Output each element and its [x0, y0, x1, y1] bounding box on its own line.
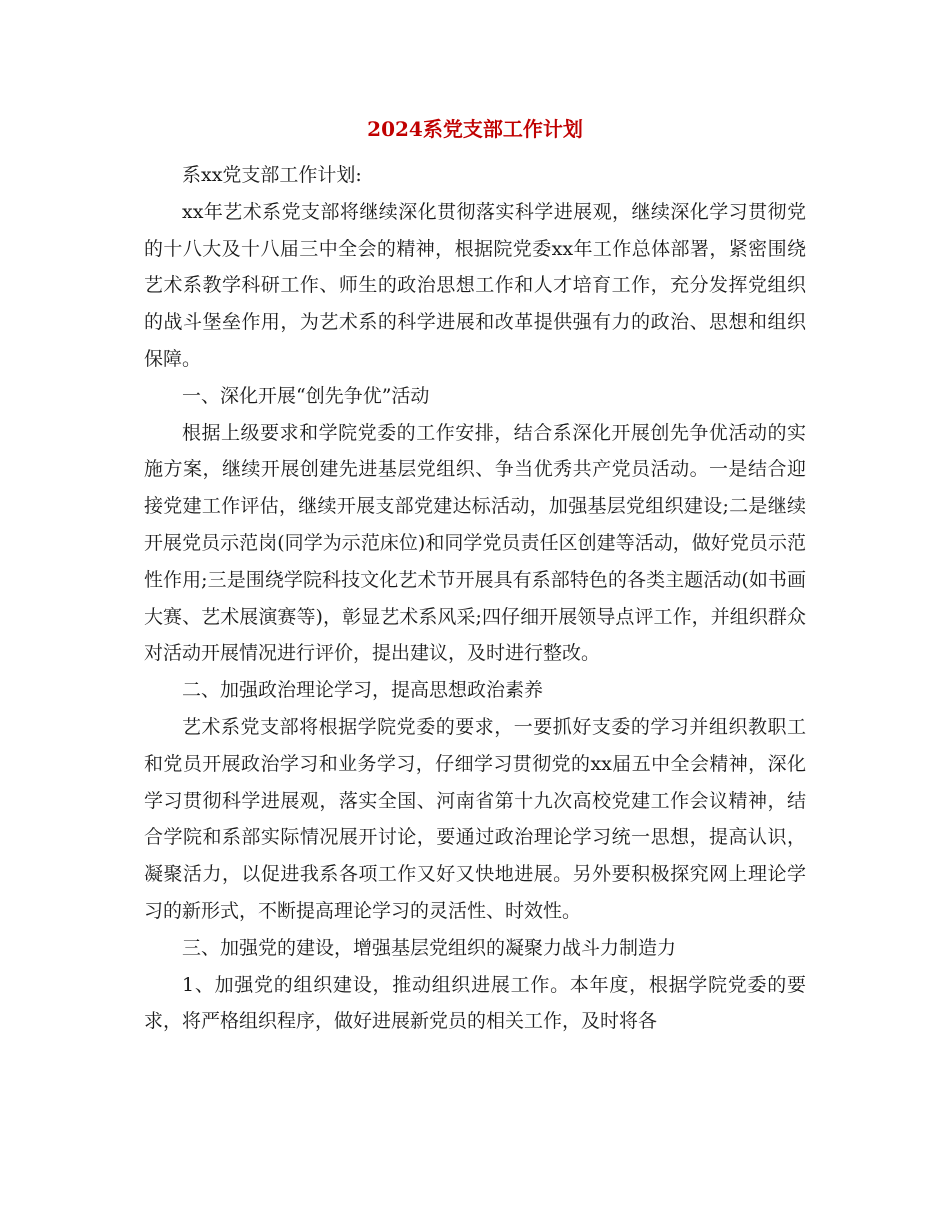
section-paragraph-1: 根据上级要求和学院党委的工作安排，结合系深化开展创先争优活动的实施方案，继续开展创建先进基层党组织、争当优秀共产党员活动。一是结合迎接党建工作评估，继续开展支部党建达标活动，加强基层党组织建设;二是继续开展党员示范岗(同学为示范床位)和同学党员责任区创建等活动，做好党员示范性作用;三是围绕学院科技文化艺术节开展具有系部特色的各类主题活动(如书画大赛、艺术展演赛等)，彰显艺术系风采;四仔细开展领导点评工作，并组织群众对活动开展情况进行评价，提出建议，及时进行整改。: [144, 421, 806, 665]
section-heading-2: 二、加强政治理论学习，提高思想政治素养: [182, 679, 544, 702]
section-heading-3: 三、加强党的建设，增强基层党组织的凝聚力战斗力制造力: [182, 936, 677, 959]
section-heading-1: 一、深化开展“创先争优”活动: [182, 384, 430, 407]
section-paragraph-3: 1、加强党的组织建设，推动组织进展工作。本年度，根据学院党委的要求，将严格组织程序，做好进展新党员的相关工作，及时将各: [144, 973, 806, 1033]
intro-paragraph: xx年艺术系党支部将继续深化贯彻落实科学进展观，继续深化学习贯彻党的十八大及十八届三中全会的精神，根据院党委xx年工作总体部署，紧密围绕艺术系教学科研工作、师生的政治思想工作和人才培育工作，充分发挥党组织的战斗堡垒作用，为艺术系的科学进展和改革提供强有力的政治、思想和组织保障。: [144, 200, 806, 370]
section-paragraph-2: 艺术系党支部将根据学院党委的要求，一要抓好支委的学习并组织教职工和党员开展政治学习和业务学习，仔细学习贯彻党的xx届五中全会精神，深化学习贯彻科学进展观，落实全国、河南省第十九次高校党建工作会议精神，结合学院和系部实际情况展开讨论，要通过政治理论学习统一思想，提高认识，凝聚活力，以促进我系各项工作又好又快地进展。另外要积极探究网上理论学习的新形式，不断提高理论学习的灵活性、时效性。: [144, 715, 806, 922]
document-title: 2024系党支部工作计划: [367, 117, 583, 141]
salutation: 系xx党支部工作计划:: [182, 164, 362, 186]
document-body: [144, 157, 806, 1040]
